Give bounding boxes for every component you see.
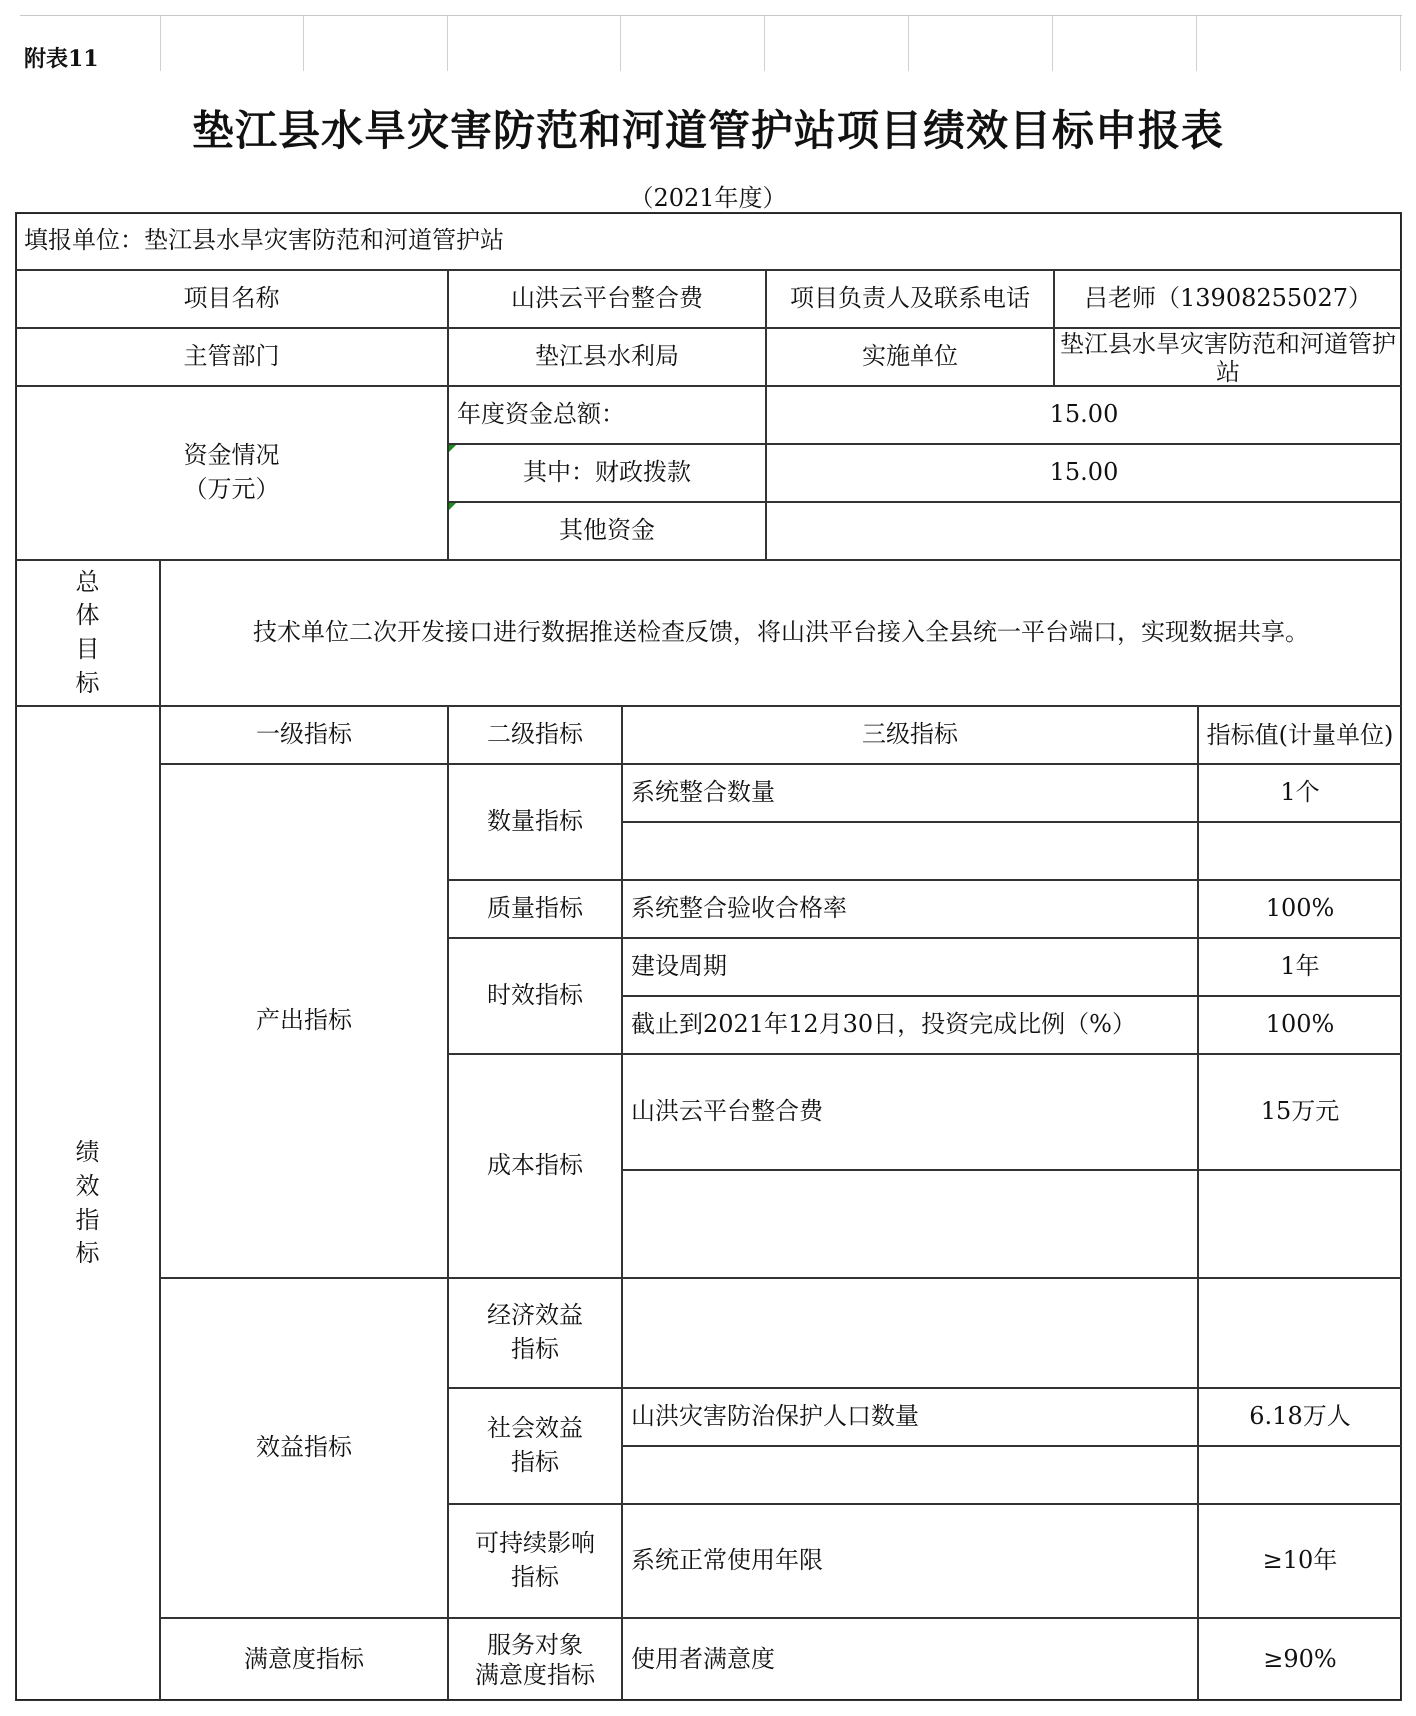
page-title: 垫江县水旱灾害防范和河道管护站项目绩效目标申报表 <box>191 106 1224 155</box>
funds-fiscal-value: 15.00 <box>766 444 1402 502</box>
dept-label: 主管部门 <box>15 328 448 386</box>
funds-label-line2: （万元） <box>183 475 280 503</box>
output-indicator-label: 产出指标 <box>160 764 448 1278</box>
impl-value: 垫江县水旱灾害防范和河道管护站 <box>1054 328 1402 386</box>
economic-label-line2: 指标 <box>511 1335 559 1363</box>
appendix-label: 附表11 <box>24 46 99 72</box>
header-level3: 三级指标 <box>622 706 1198 764</box>
goal-label <box>15 560 160 706</box>
timeliness-row-2-name: 截止到2021年12月30日，投资完成比例（%） <box>622 996 1198 1054</box>
sheet-header-strip <box>20 15 1402 71</box>
quantity-row-2-value <box>1198 822 1402 880</box>
social-row-2-name <box>622 1446 1198 1504</box>
funds-fiscal-label: 其中：财政拨款 <box>448 444 766 502</box>
timeliness-row-2-value: 100% <box>1198 996 1402 1054</box>
funds-label <box>15 386 448 560</box>
dept-value: 垫江县水利局 <box>448 328 766 386</box>
fill-unit-cell: 填报单位：垫江县水旱灾害防范和河道管护站 <box>15 212 1402 270</box>
page-subtitle: （2021年度） <box>629 184 787 212</box>
funds-label-line1: 资金情况 <box>183 441 280 470</box>
cost-row-1-name: 山洪云平台整合费 <box>622 1054 1198 1170</box>
quality-row-1-value: 100% <box>1198 880 1402 938</box>
header-level1: 一级指标 <box>160 706 448 764</box>
social-row-1-name: 山洪灾害防治保护人口数量 <box>622 1388 1198 1446</box>
service-row-1-name: 使用者满意度 <box>622 1618 1198 1701</box>
impl-label: 实施单位 <box>766 328 1054 386</box>
cost-indicator-label: 成本指标 <box>448 1054 622 1278</box>
goal-label-char: 总 <box>75 567 100 596</box>
header-value: 指标值(计量单位) <box>1198 706 1402 764</box>
economic-label-line1: 经济效益 <box>487 1301 583 1330</box>
quantity-indicator-label: 数量指标 <box>448 764 622 880</box>
economic-row-1-name <box>622 1278 1198 1388</box>
quantity-row-1-name: 系统整合数量 <box>622 764 1198 822</box>
contact-label: 项目负责人及联系电话 <box>766 270 1054 328</box>
funds-other-label: 其他资金 <box>448 502 766 560</box>
service-label-line2: 满意度指标 <box>475 1660 595 1689</box>
sustainable-indicator-label <box>448 1504 622 1618</box>
cost-row-2-value <box>1198 1170 1402 1278</box>
goal-text: 技术单位二次开发接口进行数据推送检查反馈，将山洪平台接入全县统一平台端口，实现数据共享。 <box>160 560 1402 706</box>
quality-row-1-name: 系统整合验收合格率 <box>622 880 1198 938</box>
sustainable-label-line2: 指标 <box>511 1563 559 1591</box>
timeliness-row-1-value: 1年 <box>1198 938 1402 996</box>
economic-indicator-label <box>448 1278 622 1388</box>
timeliness-row-1-name: 建设周期 <box>622 938 1198 996</box>
goal-label-char: 目 <box>75 635 100 663</box>
header-level2: 二级指标 <box>448 706 622 764</box>
social-indicator-label <box>448 1388 622 1504</box>
quantity-row-1-value: 1个 <box>1198 764 1402 822</box>
indicators-label-char: 效 <box>75 1171 100 1200</box>
funds-total-label: 年度资金总额： <box>448 386 766 444</box>
cost-row-1-value: 15万元 <box>1198 1054 1402 1170</box>
social-row-1-value: 6.18万人 <box>1198 1388 1402 1446</box>
economic-row-1-value <box>1198 1278 1402 1388</box>
cost-row-2-name <box>622 1170 1198 1278</box>
service-row-1-value: ≥90% <box>1198 1618 1402 1701</box>
indicators-label-char: 绩 <box>75 1138 100 1167</box>
goal-label-char: 标 <box>75 668 100 697</box>
contact-value: 吕老师（13908255027） <box>1054 270 1402 328</box>
social-row-2-value <box>1198 1446 1402 1504</box>
indicators-label-char: 标 <box>75 1239 100 1268</box>
service-indicator-label <box>448 1618 622 1701</box>
indicators-label-char: 指 <box>75 1205 100 1234</box>
sustainable-row-1-name: 系统正常使用年限 <box>622 1504 1198 1618</box>
service-label-line1: 服务对象 <box>487 1630 583 1659</box>
sustainable-label-line1: 可持续影响 <box>475 1529 595 1558</box>
social-label-line1: 社会效益 <box>487 1414 583 1443</box>
funds-total-value: 15.00 <box>766 386 1402 444</box>
indicators-label <box>15 706 160 1701</box>
benefit-indicator-label: 效益指标 <box>160 1278 448 1618</box>
quantity-row-2-name <box>622 822 1198 880</box>
timeliness-indicator-label: 时效指标 <box>448 938 622 1054</box>
sustainable-row-1-value: ≥10年 <box>1198 1504 1402 1618</box>
funds-other-value <box>766 502 1402 560</box>
satisfaction-indicator-label: 满意度指标 <box>160 1618 448 1701</box>
project-name-label: 项目名称 <box>15 270 448 328</box>
goal-label-char: 体 <box>75 601 100 630</box>
project-name-value: 山洪云平台整合费 <box>448 270 766 328</box>
social-label-line2: 指标 <box>511 1448 559 1476</box>
quality-indicator-label: 质量指标 <box>448 880 622 938</box>
